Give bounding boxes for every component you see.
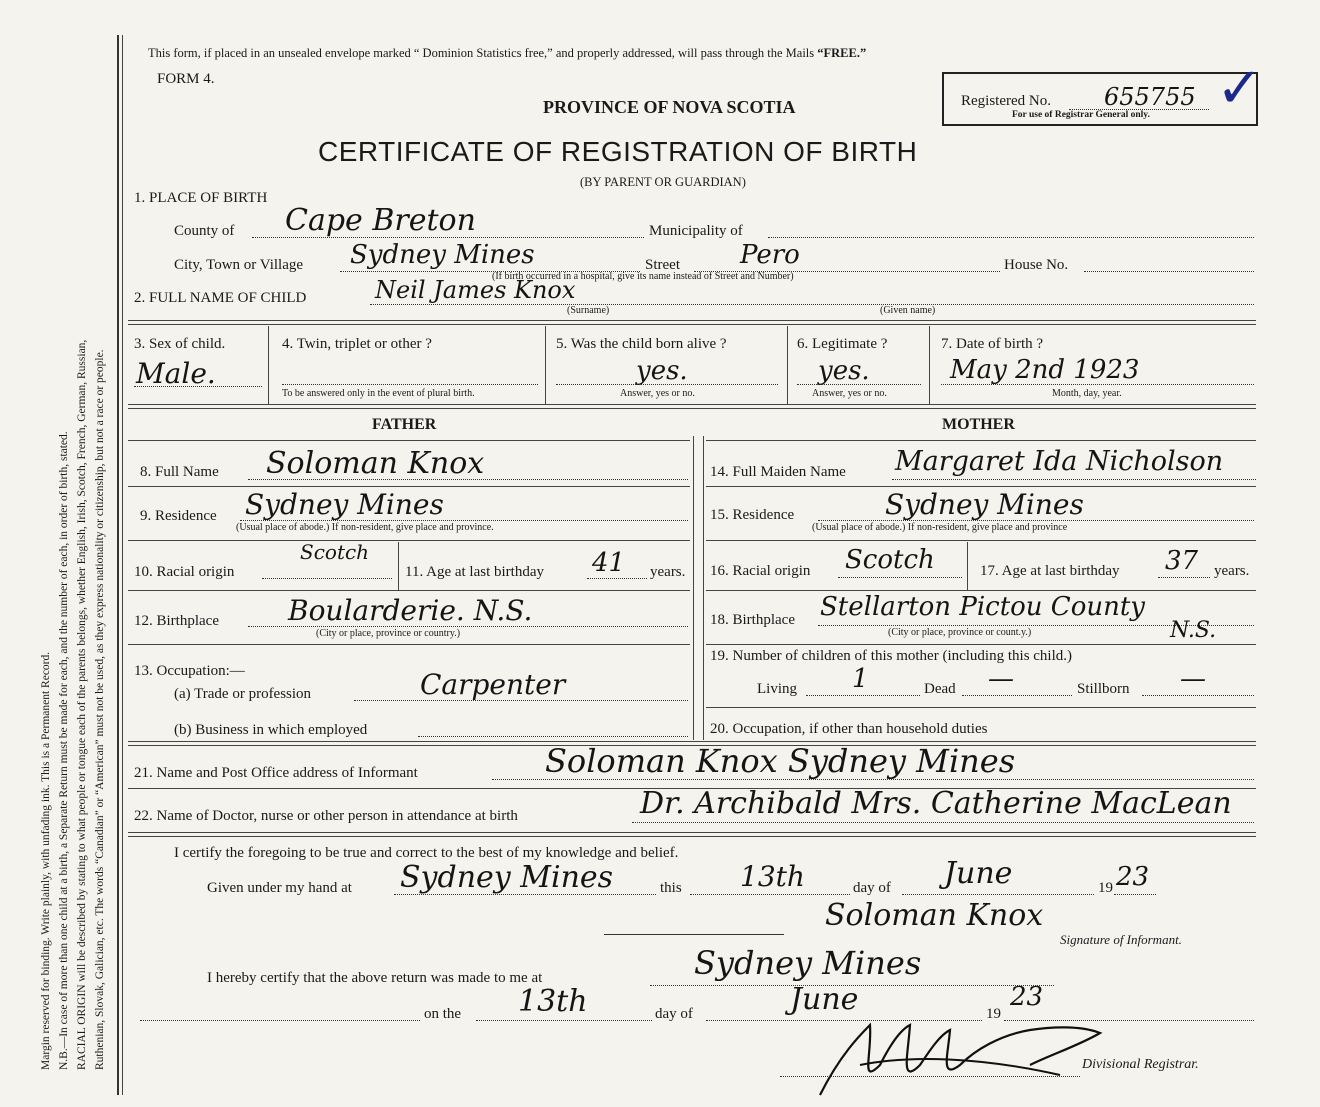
alive-line xyxy=(556,384,778,385)
day-value: 13th xyxy=(740,860,805,893)
legitimate-note: Answer, yes or no. xyxy=(812,388,887,399)
mother-rule-2 xyxy=(706,540,1256,541)
informant-value: Soloman Knox Sydney Mines xyxy=(545,742,1016,780)
child-name-line xyxy=(370,304,1254,305)
children-count-label: 19. Number of children of this mother (including this child.) xyxy=(710,648,1073,664)
father-race-div xyxy=(398,542,399,590)
father-birthplace-value: Boularderie. N.S. xyxy=(288,594,533,627)
mother-name-label: 14. Full Maiden Name xyxy=(710,464,846,480)
mother-age-years: years. xyxy=(1214,563,1250,579)
on-label: on the xyxy=(424,1006,462,1022)
father-race-label: 10. Racial origin xyxy=(134,564,235,580)
city-label: City, Town or Village xyxy=(174,257,304,273)
dob-label: 7. Date of birth ? xyxy=(941,336,1044,352)
dead-label: Dead xyxy=(924,681,956,697)
alive-value: yes. xyxy=(636,356,688,386)
father-business-label: (b) Business in which employed xyxy=(174,722,368,738)
col-div-2 xyxy=(545,326,546,404)
informant-label: 21. Name and Post Office address of Informant xyxy=(134,765,418,781)
father-business-line xyxy=(418,736,688,737)
stillborn-label: Stillborn xyxy=(1077,681,1130,697)
child-name-value: Neil James Knox xyxy=(375,276,576,304)
twin-line xyxy=(282,384,538,385)
dead-line xyxy=(962,695,1072,696)
county-value: Cape Breton xyxy=(285,203,476,238)
dead-value: — xyxy=(988,664,1014,694)
mother-residence-value: Sydney Mines xyxy=(885,488,1084,521)
mother-occupation-label: 20. Occupation, if other than household duties xyxy=(710,721,988,737)
mother-rule-4 xyxy=(706,644,1256,645)
center-divider xyxy=(693,436,694,740)
mother-name-value: Margaret Ida Nicholson xyxy=(895,446,1224,477)
margin-note-racial-cont: Ruthenian, Slovak, Galician, etc. The words “Canadian” or “American” must not be used, as they express nationality or citizenship, but not a race or people. xyxy=(94,349,106,1070)
mother-birthplace-label: 18. Birthplace xyxy=(710,612,795,628)
registrar-signature xyxy=(800,995,1120,1105)
dob-value: May 2nd 1923 xyxy=(950,355,1140,385)
father-birthplace-label: 12. Birthplace xyxy=(134,613,219,629)
mother-birthplace-value: Stellarton Pictou County xyxy=(820,592,1145,622)
certify-text: I certify the foregoing to be true and correct to the best of my knowledge and belief. xyxy=(174,845,679,861)
living-line xyxy=(806,695,920,696)
rule-5 xyxy=(128,832,1256,833)
municipality-line xyxy=(768,237,1254,238)
hospital-note: (If birth occurred in a hospital, give its name instead of Street and Number) xyxy=(492,271,794,282)
street-value: Pero xyxy=(740,240,800,270)
on-line-lead xyxy=(140,1020,420,1021)
mother-age-line xyxy=(1158,577,1210,578)
rule-5b xyxy=(128,836,1256,837)
stillborn-line xyxy=(1142,695,1254,696)
reg-day-value: 13th xyxy=(518,984,588,1019)
street-label: Street xyxy=(645,257,680,273)
mother-rule-1 xyxy=(706,486,1256,487)
informant-signature: Soloman Knox xyxy=(825,898,1044,933)
mother-birthplace-province: N.S. xyxy=(1170,618,1217,643)
mail-notice xyxy=(148,46,866,61)
mother-residence-note: (Usual place of abode.) If non-resident, give place and province xyxy=(812,522,1068,533)
check-icon: ✓ xyxy=(1216,58,1263,120)
sex-line xyxy=(134,386,262,387)
year-prefix: 19 xyxy=(1098,880,1113,896)
house-line xyxy=(1084,271,1254,272)
sex-label: 3. Sex of child. xyxy=(134,336,226,352)
mother-rule-3 xyxy=(706,590,1256,591)
rule-2 xyxy=(128,404,1256,405)
margin-note-nb: N.B.—In case of more than one child at a birth, a Separate Return must be made for each, and the number of each, in order of birth, stated. xyxy=(58,431,70,1070)
dob-line xyxy=(941,384,1254,385)
living-value: 1 xyxy=(852,664,869,694)
father-residence-note: (Usual place of abode.) If non-resident, give place and province. xyxy=(236,522,494,533)
col-div-4 xyxy=(929,326,930,404)
mother-race-label: 16. Racial origin xyxy=(710,563,811,579)
father-age-value: 41 xyxy=(592,548,626,578)
registration-box xyxy=(942,58,1263,126)
place-of-birth-heading: 1. PLACE OF BIRTH xyxy=(134,190,268,206)
house-label: House No. xyxy=(1004,257,1069,273)
alive-note: Answer, yes or no. xyxy=(620,388,695,399)
mother-race-line xyxy=(838,577,962,578)
mother-residence-label: 15. Residence xyxy=(710,507,795,523)
doctor-value: Dr. Archibald Mrs. Catherine MacLean xyxy=(640,786,1232,821)
province-heading: PROVINCE OF NOVA SCOTIA xyxy=(543,97,796,117)
father-trade-label: (a) Trade or profession xyxy=(174,686,312,702)
margin-note-racial: RACIAL ORIGIN will be described by stating to what people or tongue each of the parents belongs, whether English, Irish, Scotch, French, German, Russian, xyxy=(76,339,88,1070)
father-age-years: years. xyxy=(650,564,686,580)
twin-note: To be answered only in the event of plural birth. xyxy=(282,388,475,399)
twin-label: 4. Twin, triplet or other ? xyxy=(282,336,432,352)
informant-sig-label: Signature of Informant. xyxy=(1060,932,1182,947)
reg-month-value: June xyxy=(790,982,859,1017)
rule-1 xyxy=(128,320,1256,321)
mother-birthplace-note: (City or place, province or count.y.) xyxy=(888,627,1032,638)
rule-2b xyxy=(128,408,1256,409)
mother-age-value: 37 xyxy=(1165,546,1199,576)
father-name-value: Soloman Knox xyxy=(266,446,485,481)
informant-sig-rule-left xyxy=(604,934,784,935)
margin-note-binding: Margin reserved for binding. Write plainly, with unfading ink. This is a Permanent Record. xyxy=(40,651,52,1070)
father-residence-value: Sydney Mines xyxy=(245,488,444,521)
mail-notice-free: “FREE.” xyxy=(817,46,867,60)
father-rule-4 xyxy=(128,644,690,645)
child-name-label: 2. FULL NAME OF CHILD xyxy=(134,290,307,306)
father-residence-label: 9. Residence xyxy=(140,508,217,524)
col-div-1 xyxy=(268,326,269,404)
dob-note: Month, day, year. xyxy=(1052,388,1122,399)
doctor-line xyxy=(632,822,1254,823)
father-rule-2 xyxy=(128,540,690,541)
page-title: CERTIFICATE OF REGISTRATION OF BIRTH xyxy=(318,136,918,167)
reg-number: 655755 xyxy=(1104,83,1196,111)
given-name-note: (Given name) xyxy=(880,305,936,316)
mother-heading: MOTHER xyxy=(942,416,1015,433)
father-race-line xyxy=(262,578,392,579)
registrar-sig-label: Divisional Registrar. xyxy=(1082,1057,1199,1072)
legitimate-line xyxy=(797,384,921,385)
father-rule-3 xyxy=(128,590,690,591)
month-value: June xyxy=(944,856,1013,891)
day-line xyxy=(690,894,850,895)
mother-name-line xyxy=(892,479,1256,480)
stillborn-value: — xyxy=(1180,664,1206,694)
father-age-line xyxy=(587,578,647,579)
father-rule-1 xyxy=(128,486,690,487)
page-subtitle: (BY PARENT OR GUARDIAN) xyxy=(580,175,746,189)
reg-place-value: Sydney Mines xyxy=(694,944,922,982)
mother-rule-5 xyxy=(706,707,1256,708)
surname-note: (Surname) xyxy=(567,305,610,316)
reg-year-prefix: 19 xyxy=(986,1006,1001,1022)
alive-label: 5. Was the child born alive ? xyxy=(556,336,727,352)
form-number: FORM 4. xyxy=(157,71,215,87)
county-label: County of xyxy=(174,223,235,239)
col-div-3 xyxy=(787,326,788,404)
doctor-label: 22. Name of Doctor, nurse or other person in attendance at birth xyxy=(134,808,518,824)
mother-race-div xyxy=(967,542,968,590)
father-birthplace-note: (City or place, province or country.) xyxy=(316,628,461,639)
given-place-value: Sydney Mines xyxy=(400,860,614,895)
reg-year-value: 23 xyxy=(1010,982,1044,1012)
registrar-text: I hereby certify that the above return was made to me at xyxy=(207,970,543,986)
sex-value: Male. xyxy=(136,357,216,390)
year-line xyxy=(1114,894,1156,895)
father-heading-rule xyxy=(128,440,690,441)
reg-dayof-label: day of xyxy=(655,1006,693,1022)
mother-race-value: Scotch xyxy=(845,545,935,575)
father-occupation-label: 13. Occupation:— xyxy=(134,663,245,679)
mother-heading-rule xyxy=(706,440,1256,441)
this-label: this xyxy=(660,880,682,896)
margin-rule xyxy=(117,35,119,1095)
given-label: Given under my hand at xyxy=(207,880,352,896)
father-trade-value: Carpenter xyxy=(420,668,566,701)
margin-rule-inner xyxy=(122,35,123,1095)
center-divider-b xyxy=(703,436,704,740)
reg-note: For use of Registrar General only. xyxy=(1012,110,1150,120)
city-value: Sydney Mines xyxy=(350,240,535,270)
year-value: 23 xyxy=(1116,862,1150,892)
municipality-label: Municipality of xyxy=(649,223,743,239)
father-age-label: 11. Age at last birthday xyxy=(405,564,544,580)
legitimate-label: 6. Legitimate ? xyxy=(797,336,888,352)
rule-1b xyxy=(128,324,1256,325)
dayof-label: day of xyxy=(853,880,891,896)
reg-label: Registered No. xyxy=(961,93,1051,109)
mail-notice-text: This form, if placed in an unsealed envelope marked “ Dominion Statistics free,” and properly addressed, will pass through the Mails xyxy=(148,46,818,60)
legitimate-value: yes. xyxy=(818,356,870,386)
month-line xyxy=(902,894,1094,895)
father-heading: FATHER xyxy=(372,416,437,433)
living-label: Living xyxy=(757,681,797,697)
father-name-label: 8. Full Name xyxy=(140,464,219,480)
mother-age-label: 17. Age at last birthday xyxy=(980,563,1120,579)
father-race-value: Scotch xyxy=(300,540,370,564)
registrar-sig-line xyxy=(780,1076,1080,1077)
reg-day-line xyxy=(476,1020,652,1021)
